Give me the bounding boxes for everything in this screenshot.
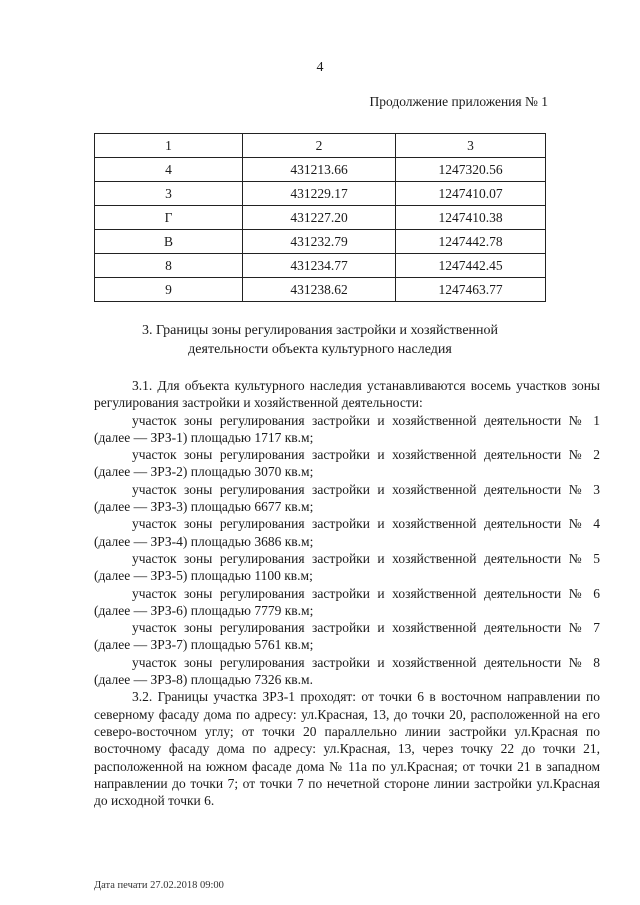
zone-item-paragraph: участок зоны регулирования застройки и хозяйственной деятельности № 4 (далее — ЗРЗ-4) площадью 3686 кв.м; bbox=[94, 516, 600, 549]
table-row bbox=[95, 158, 546, 182]
section-title bbox=[0, 322, 640, 359]
zone-item-paragraph: участок зоны регулирования застройки и хозяйственной деятельности № 8 (далее — ЗРЗ-8) площадью 7326 кв.м. bbox=[94, 654, 600, 688]
appendix-continuation-note: Продолжение приложения № 1 bbox=[369, 94, 548, 109]
table-row bbox=[95, 182, 546, 206]
x-coordinate-cell: 431229.17 bbox=[243, 182, 396, 206]
x-coordinate-cell: 431213.66 bbox=[243, 158, 396, 182]
document-body bbox=[94, 377, 600, 809]
y-coordinate-cell: 1247442.78 bbox=[396, 230, 546, 254]
table-header-row bbox=[95, 134, 546, 158]
zone-item-paragraph: участок зоны регулирования застройки и хозяйственной деятельности № 1 (далее — ЗРЗ-1) площадью 1717 кв.м; bbox=[94, 412, 600, 445]
table-row bbox=[95, 230, 546, 254]
zone-item-paragraph: участок зоны регулирования застройки и хозяйственной деятельности № 5 (далее — ЗРЗ-5) площадью 1100 кв.м; bbox=[94, 550, 600, 584]
table-header-cell: 1 bbox=[95, 134, 243, 158]
page-number: 4 bbox=[316, 60, 324, 75]
point-label-cell: Г bbox=[95, 206, 243, 230]
table-row bbox=[95, 206, 546, 230]
x-coordinate-cell: 431238.62 bbox=[243, 278, 396, 302]
coordinates-table bbox=[94, 133, 546, 302]
y-coordinate-cell: 1247320.56 bbox=[396, 158, 546, 182]
table-row bbox=[95, 278, 546, 302]
zone-item-paragraph: участок зоны регулирования застройки и хозяйственной деятельности № 6 (далее — ЗРЗ-6) площадью 7779 кв.м; bbox=[94, 585, 600, 618]
x-coordinate-cell: 431234.77 bbox=[243, 254, 396, 278]
table-row bbox=[95, 254, 546, 278]
x-coordinate-cell: 431232.79 bbox=[243, 230, 396, 254]
x-coordinate-cell: 431227.20 bbox=[243, 206, 396, 230]
point-label-cell: В bbox=[95, 230, 243, 254]
intro-paragraph: 3.1. Для объекта культурного наследия устанавливаются восемь участков зоны регулирования застройки и хозяйственной деятельности: bbox=[94, 378, 600, 411]
y-coordinate-cell: 1247463.77 bbox=[396, 278, 546, 302]
table-header-cell: 3 bbox=[396, 134, 546, 158]
print-date: Дата печати 27.02.2018 09:00 bbox=[94, 880, 224, 891]
zone-item-paragraph: участок зоны регулирования застройки и хозяйственной деятельности № 3 (далее — ЗРЗ-3) площадью 6677 кв.м; bbox=[94, 481, 600, 515]
y-coordinate-cell: 1247410.07 bbox=[396, 182, 546, 206]
zone-item-paragraph: участок зоны регулирования застройки и хозяйственной деятельности № 2 (далее — ЗРЗ-2) площадью 3070 кв.м; bbox=[94, 447, 600, 480]
point-label-cell: 4 bbox=[95, 158, 243, 182]
point-label-cell: 9 bbox=[95, 278, 243, 302]
point-label-cell: 8 bbox=[95, 254, 243, 278]
section-title-line: деятельности объекта культурного наследия bbox=[188, 341, 452, 357]
zone-item-paragraph: участок зоны регулирования застройки и хозяйственной деятельности № 7 (далее — ЗРЗ-7) площадью 5761 кв.м; bbox=[94, 620, 600, 653]
y-coordinate-cell: 1247410.38 bbox=[396, 206, 546, 230]
table-header-cell: 2 bbox=[243, 134, 396, 158]
y-coordinate-cell: 1247442.45 bbox=[396, 254, 546, 278]
section-title-line: 3. Границы зоны регулирования застройки и хозяйственной bbox=[141, 323, 499, 338]
point-label-cell: 3 bbox=[95, 182, 243, 206]
boundary-paragraph: 3.2. Границы участка ЗРЗ-1 проходят: от точки 6 в восточном направлении по северному фасаду дома по адресу: ул.Красная, 13, до точки 20, расположенной на его северо-восточном углу; от точки 20 параллельно линии застройки ул.Красная по восточному фасаду дома по адресу: ул.Красная, 13, через точку 22 до точки 21, расположенной на южном фасаде дома № 11а по ул.Красная; от точки 21 в западном направлении до точки 7; от точки 7 по нечетной стороне линии застройки ул.Красная до исходной точки 6. bbox=[94, 689, 600, 809]
